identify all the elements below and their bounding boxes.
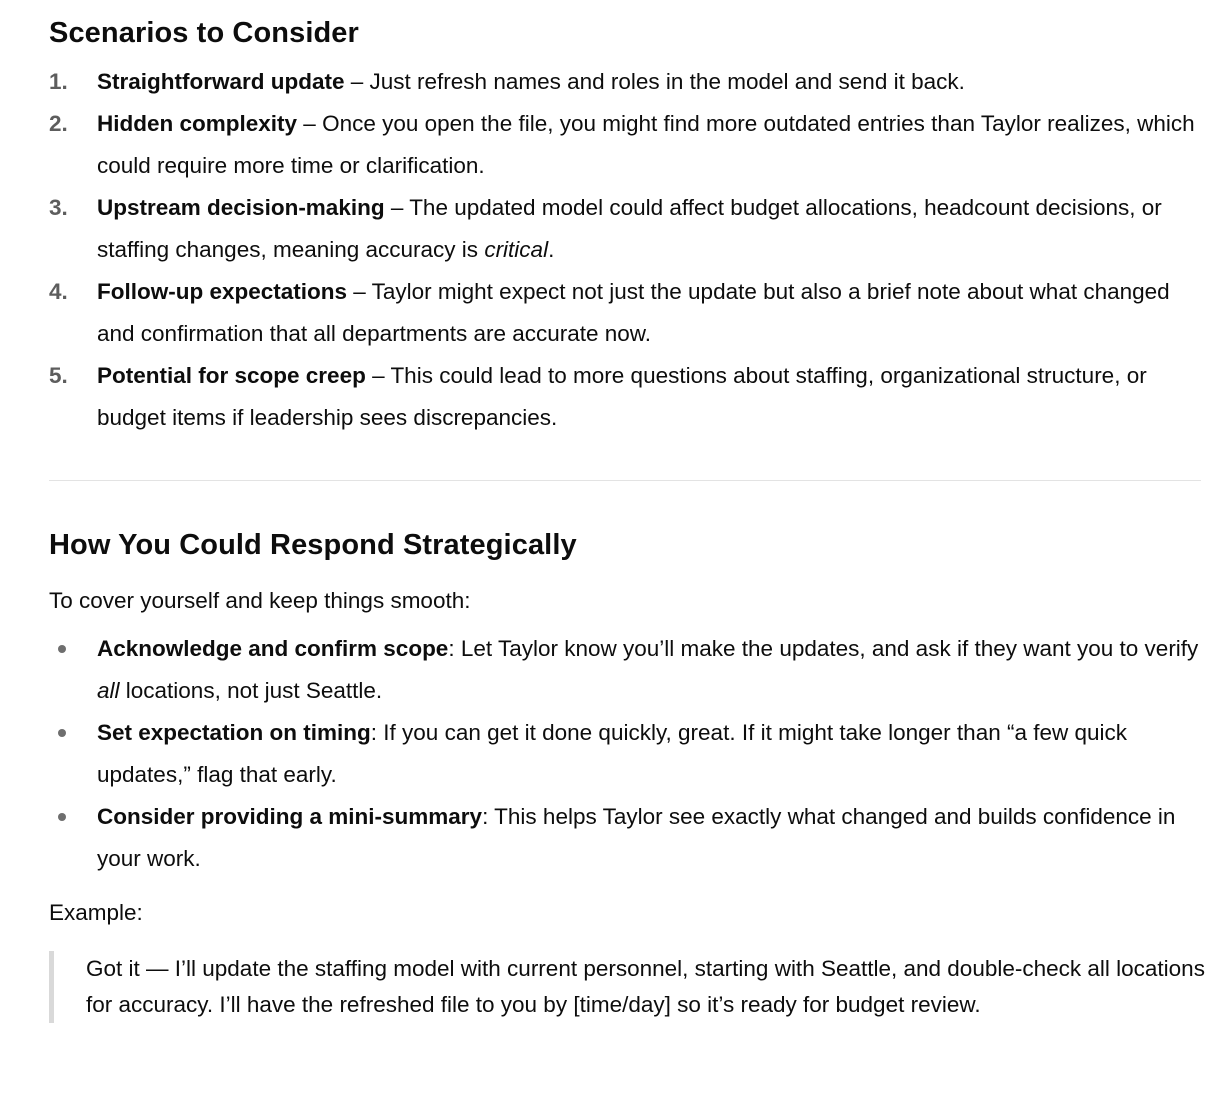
list-number: 3. — [49, 195, 68, 220]
example-label: Example: — [49, 900, 143, 925]
list-item-title: Potential for scope creep — [97, 363, 366, 388]
list-item-text: – This could lead to more questions about staffing, organizational structure, or budget items if leadership sees discrepancies. — [97, 363, 1147, 430]
list-number: 1. — [49, 69, 68, 94]
list-item-text: : This helps Taylor see exactly what changed and builds confidence in your work. — [97, 804, 1176, 871]
list-item — [49, 355, 1201, 439]
list-item-title: Straightforward update — [97, 69, 345, 94]
list-number: 5. — [49, 363, 68, 388]
list-item-title: Acknowledge and confirm scope — [97, 636, 449, 661]
list-item-text: – Taylor might expect not just the update but also a brief note about what changed and confirmation that all departments are accurate now. — [97, 279, 1170, 346]
list-item — [49, 712, 1201, 796]
list-item-text: – The updated model could affect budget allocations, headcount decisions, or staffing changes, meaning accuracy is — [97, 195, 1162, 262]
intro-paragraph: To cover yourself and keep things smooth: — [49, 588, 471, 613]
list-item-text: – Just refresh names and roles in the model and send it back. — [344, 69, 965, 94]
list-item-text: : If you can get it done quickly, great. If it might take longer than “a few quick updates,” flag that early. — [97, 720, 1128, 787]
list-item-text-tail: locations, not just Seattle. — [119, 678, 383, 703]
bullet-icon — [58, 645, 66, 653]
list-item-title: Follow-up expectations — [97, 279, 348, 304]
section-divider — [49, 480, 1201, 481]
list-item — [49, 61, 1201, 103]
list-item — [49, 103, 1201, 187]
bullet-icon — [58, 813, 66, 821]
section-heading-scenarios: Scenarios to Consider — [49, 17, 359, 49]
list-number: 4. — [49, 279, 68, 304]
list-item — [49, 187, 1201, 271]
example-blockquote: Got it — I’ll update the staffing model with current personnel, starting with Seattle, and double-check all locations for accuracy. I’ll have the refreshed file to you by [time/day] so it’s ready for budget review. — [49, 951, 1206, 1023]
bullet-icon — [58, 729, 66, 737]
list-item-title: Consider providing a mini-summary — [97, 804, 483, 829]
list-item-emphasis: critical — [484, 237, 549, 262]
list-item-text: : Let Taylor know you’ll make the updates, and ask if they want you to verify — [448, 636, 1199, 661]
list-item-title: Hidden complexity — [97, 111, 298, 136]
list-number: 2. — [49, 111, 68, 136]
list-item — [49, 271, 1201, 355]
list-item-text: – Once you open the file, you might find more outdated entries than Taylor realizes, which could require more time or clarification. — [97, 111, 1195, 178]
scenarios-list — [49, 61, 1201, 439]
list-item-title: Set expectation on timing — [97, 720, 371, 745]
list-item — [49, 796, 1201, 880]
list-item-emphasis: all — [97, 678, 120, 703]
list-item — [49, 628, 1201, 712]
section-heading-respond: How You Could Respond Strategically — [49, 529, 577, 561]
list-item-text-tail: . — [548, 237, 555, 262]
list-item-title: Upstream decision-making — [97, 195, 385, 220]
strategy-list — [49, 628, 1201, 880]
